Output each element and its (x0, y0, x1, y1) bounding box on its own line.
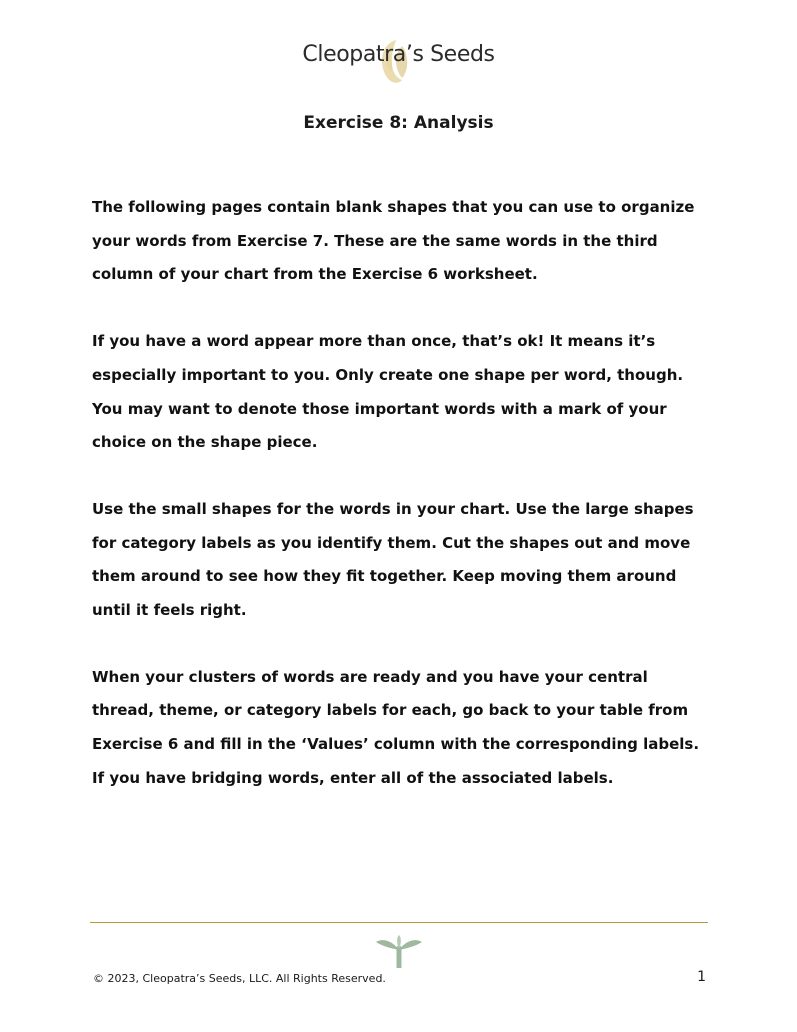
copyright-notice: © 2023, Cleopatra’s Seeds, LLC. All Rights Reserved. (93, 972, 386, 985)
brand-logo (0, 36, 797, 88)
paragraph: The following pages contain blank shapes that you can use to organize your words from Exercise 7. These are the same words in the third column of your chart from the Exercise 6 worksheet. (92, 198, 695, 284)
page-title: Exercise 8: Analysis (303, 113, 494, 133)
document-body (92, 191, 712, 829)
paragraph: Use the small shapes for the words in your chart. Use the large shapes for category labels as you identify them. Cut the shapes out and move them around to see how they fit together. Keep moving them around until it feels right. (92, 499, 694, 620)
paragraph: If you have a word appear more than once, that’s ok! It means it’s especially important to you. Only create one shape per word, though. You may want to denote those important words with a mark of your choice on the shape piece. (92, 332, 684, 452)
paragraph: When your clusters of words are ready and you have your central thread, theme, or category labels for each, go back to your table from Exercise 6 and fill in the ‘Values’ column with the corresponding labels. If you have bridging words, enter all of the associated labels. (92, 667, 700, 787)
footer-divider (90, 922, 708, 923)
sprout-icon (374, 934, 424, 968)
page-number: 1 (697, 969, 706, 985)
brand-name: Cleopatra’s Seeds (302, 42, 495, 67)
